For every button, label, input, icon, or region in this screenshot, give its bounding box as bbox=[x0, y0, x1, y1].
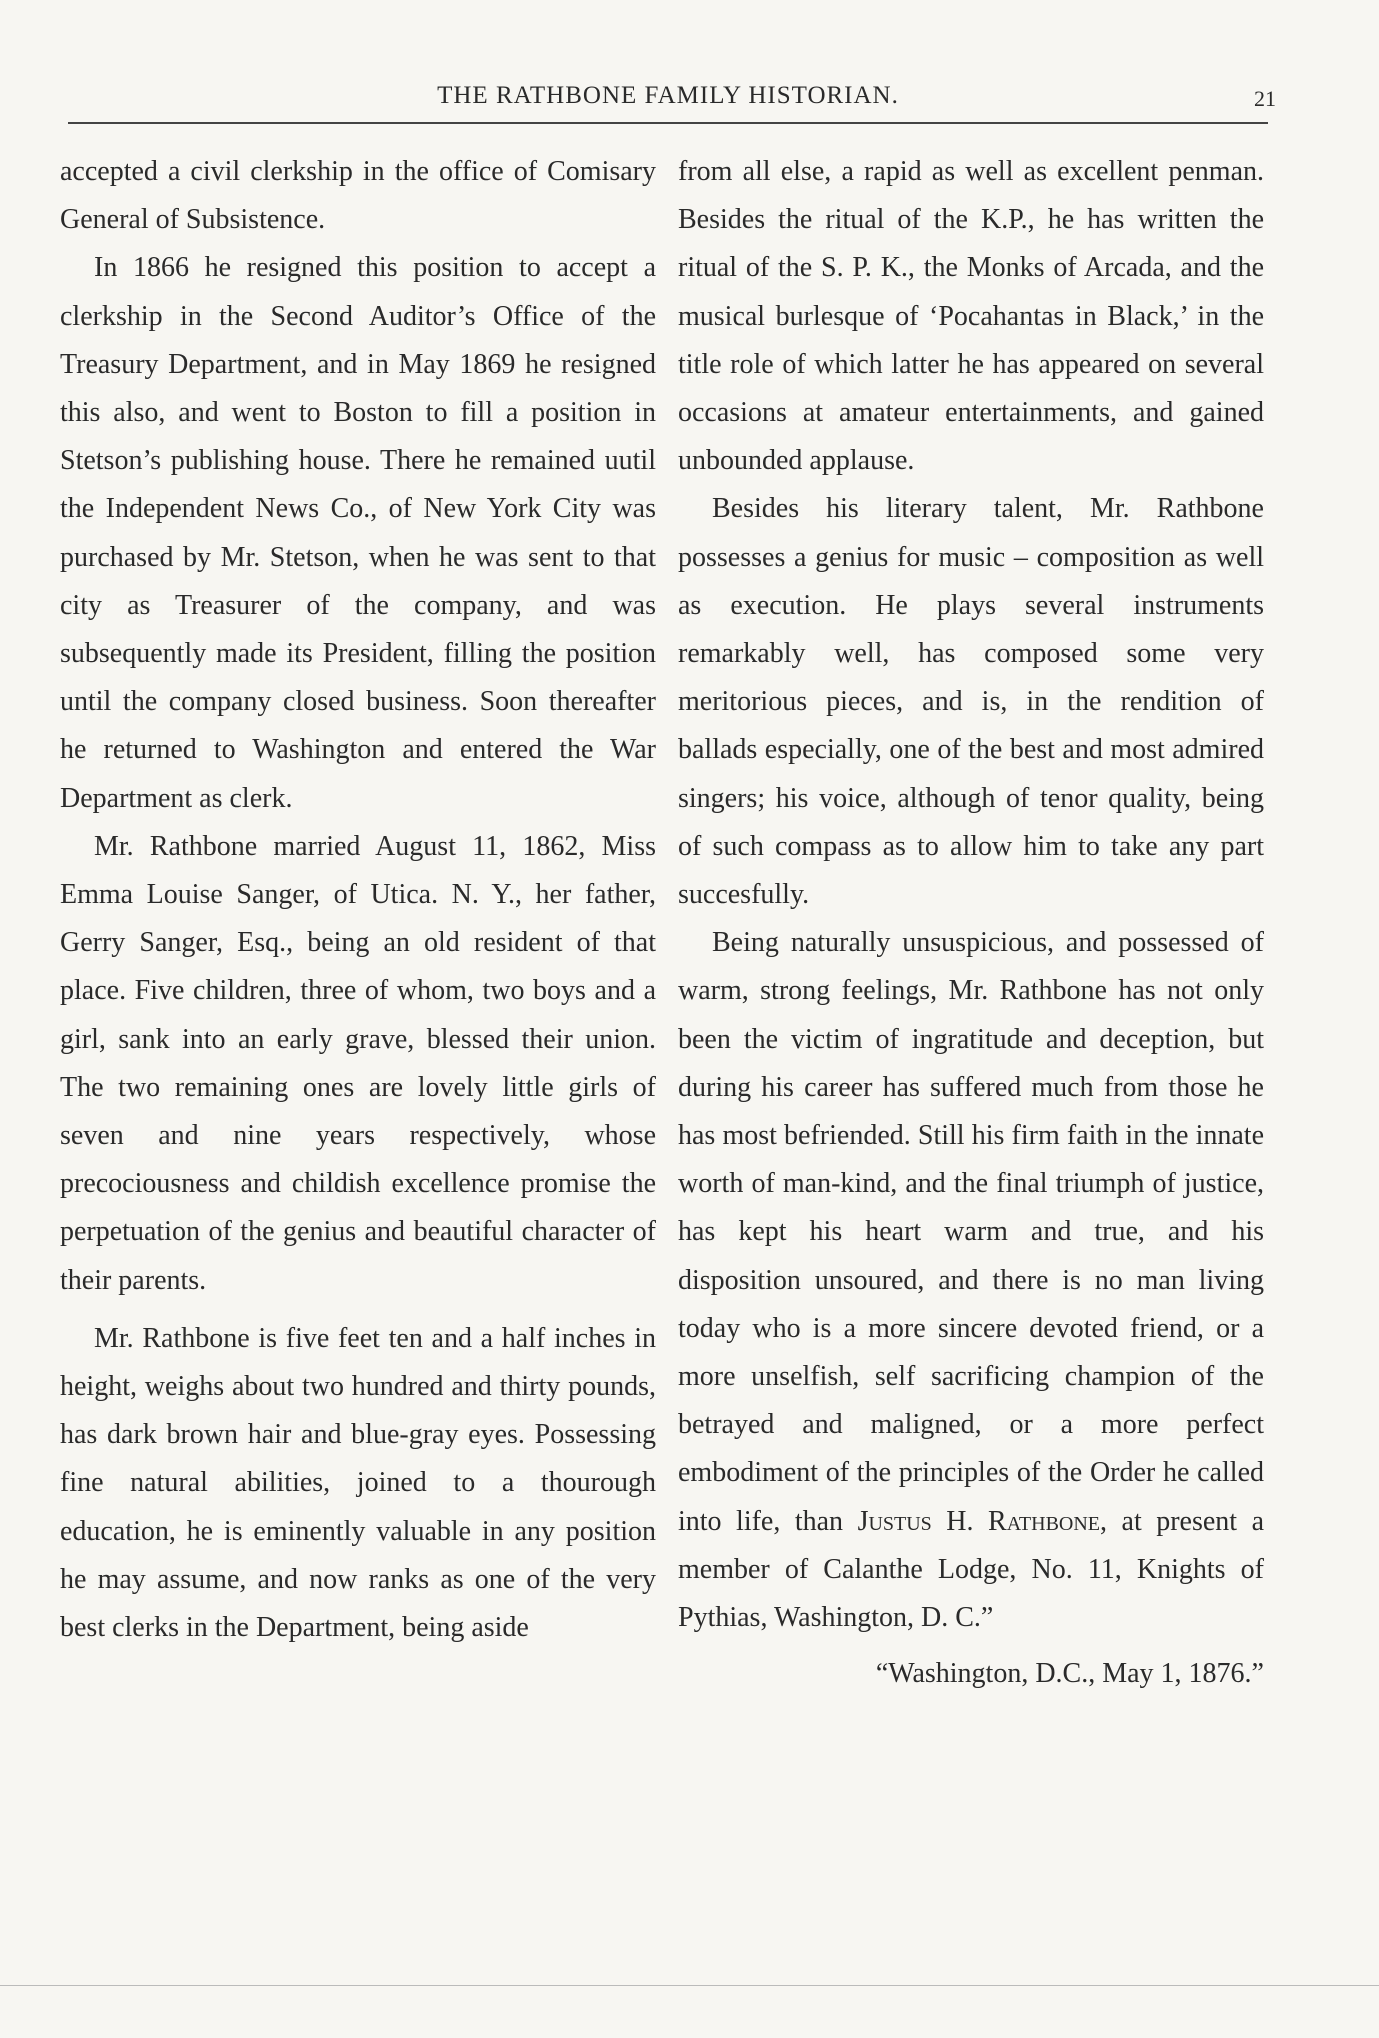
paragraph: Besides his literary talent, Mr. Rathbone possesses a genius for music – composition as well as execution. He plays several instruments remarkably well, has composed some very meritorious pieces, and is, in the rendition of ballads especially, one of the best and most admired singers; his voice, although of tenor quality, being of such compass as to allow him to take any part succesfully. bbox=[678, 493, 1264, 911]
page-number: 21 bbox=[1254, 86, 1276, 111]
right-column bbox=[678, 148, 1264, 1699]
paragraph: Mr. Rathbone married August 11, 1862, Miss Emma Louise Sanger, of Utica. N. Y., her father, Gerry Sanger, Esq., being an old resident of that place. Five children, three of whom, two boys and a girl, sank into an early grave, blessed their union. The two remaining ones are lovely little girls of seven and nine years respectively, whose precociousness and childish excellence promise the perpetuation of the genius and beautiful character of their parents. bbox=[60, 830, 656, 1296]
signoff-dateline: “Washington, D.C., May 1, 1876.” bbox=[875, 1658, 1264, 1690]
paragraph: accepted a civil clerkship in the office of Comisary General of Subsistence. bbox=[60, 156, 656, 236]
bottom-rule bbox=[0, 1985, 1379, 1986]
header-rule bbox=[68, 122, 1268, 124]
running-title: THE RATHBONE FAMILY HISTORIAN. bbox=[437, 82, 899, 109]
person-name: Justus H. Rathbone bbox=[857, 1505, 1101, 1537]
left-column bbox=[60, 148, 656, 1652]
paragraph: Mr. Rathbone is five feet ten and a half inches in height, weighs about two hundred and thirty pounds, has dark brown hair and blue-gray eyes. Possessing fine natural abilities, joined to a thourough education, he is eminently valuable in any position he may assume, and now ranks as one of the very best clerks in the Department, being aside bbox=[60, 1322, 656, 1644]
paragraph-text: , at present a member of Calanthe Lodge, No. 11, Knights of Pythias, Washington, D. C.” bbox=[678, 1505, 1264, 1634]
paragraph-text: Being naturally unsuspicious, and possessed of warm, strong feelings, Mr. Rathbone has not only been the victim of ingratitude and deception, but during his career has suffered much from those he has most befriended. Still his firm faith in the innate worth of man-kind, and the final triumph of justice, has kept his heart warm and true, and his disposition unsoured, and there is no man living today who is a more sincere devoted friend, or a more unselfish, self sacrificing champion of the betrayed and maligned, or a more perfect embodiment of the principles of the Order he called into life, than bbox=[678, 927, 1264, 1537]
paragraph: In 1866 he resigned this position to accept a clerkship in the Second Auditor’s Office of the Treasury Department, and in May 1869 he resigned this also, and went to Boston to fill a position in Stetson’s publishing house. There he remained uutil the Independent News Co., of New York City was purchased by Mr. Stetson, when he was sent to that city as Treasurer of the company, and was subsequently made its President, filling the position until the company closed business. Soon thereafter he returned to Washington and entered the War Department as clerk. bbox=[60, 252, 656, 814]
running-header bbox=[68, 82, 1276, 126]
paragraph: from all else, a rapid as well as excellent penman. Besides the ritual of the K.P., he has written the ritual of the S. P. K., the Monks of Arcada, and the musical burlesque of ‘Pocahantas in Black,’ in the title role of which latter he has appeared on several occasions at amateur entertainments, and gained unbounded applause. bbox=[678, 156, 1264, 477]
paragraph bbox=[678, 919, 1264, 1642]
